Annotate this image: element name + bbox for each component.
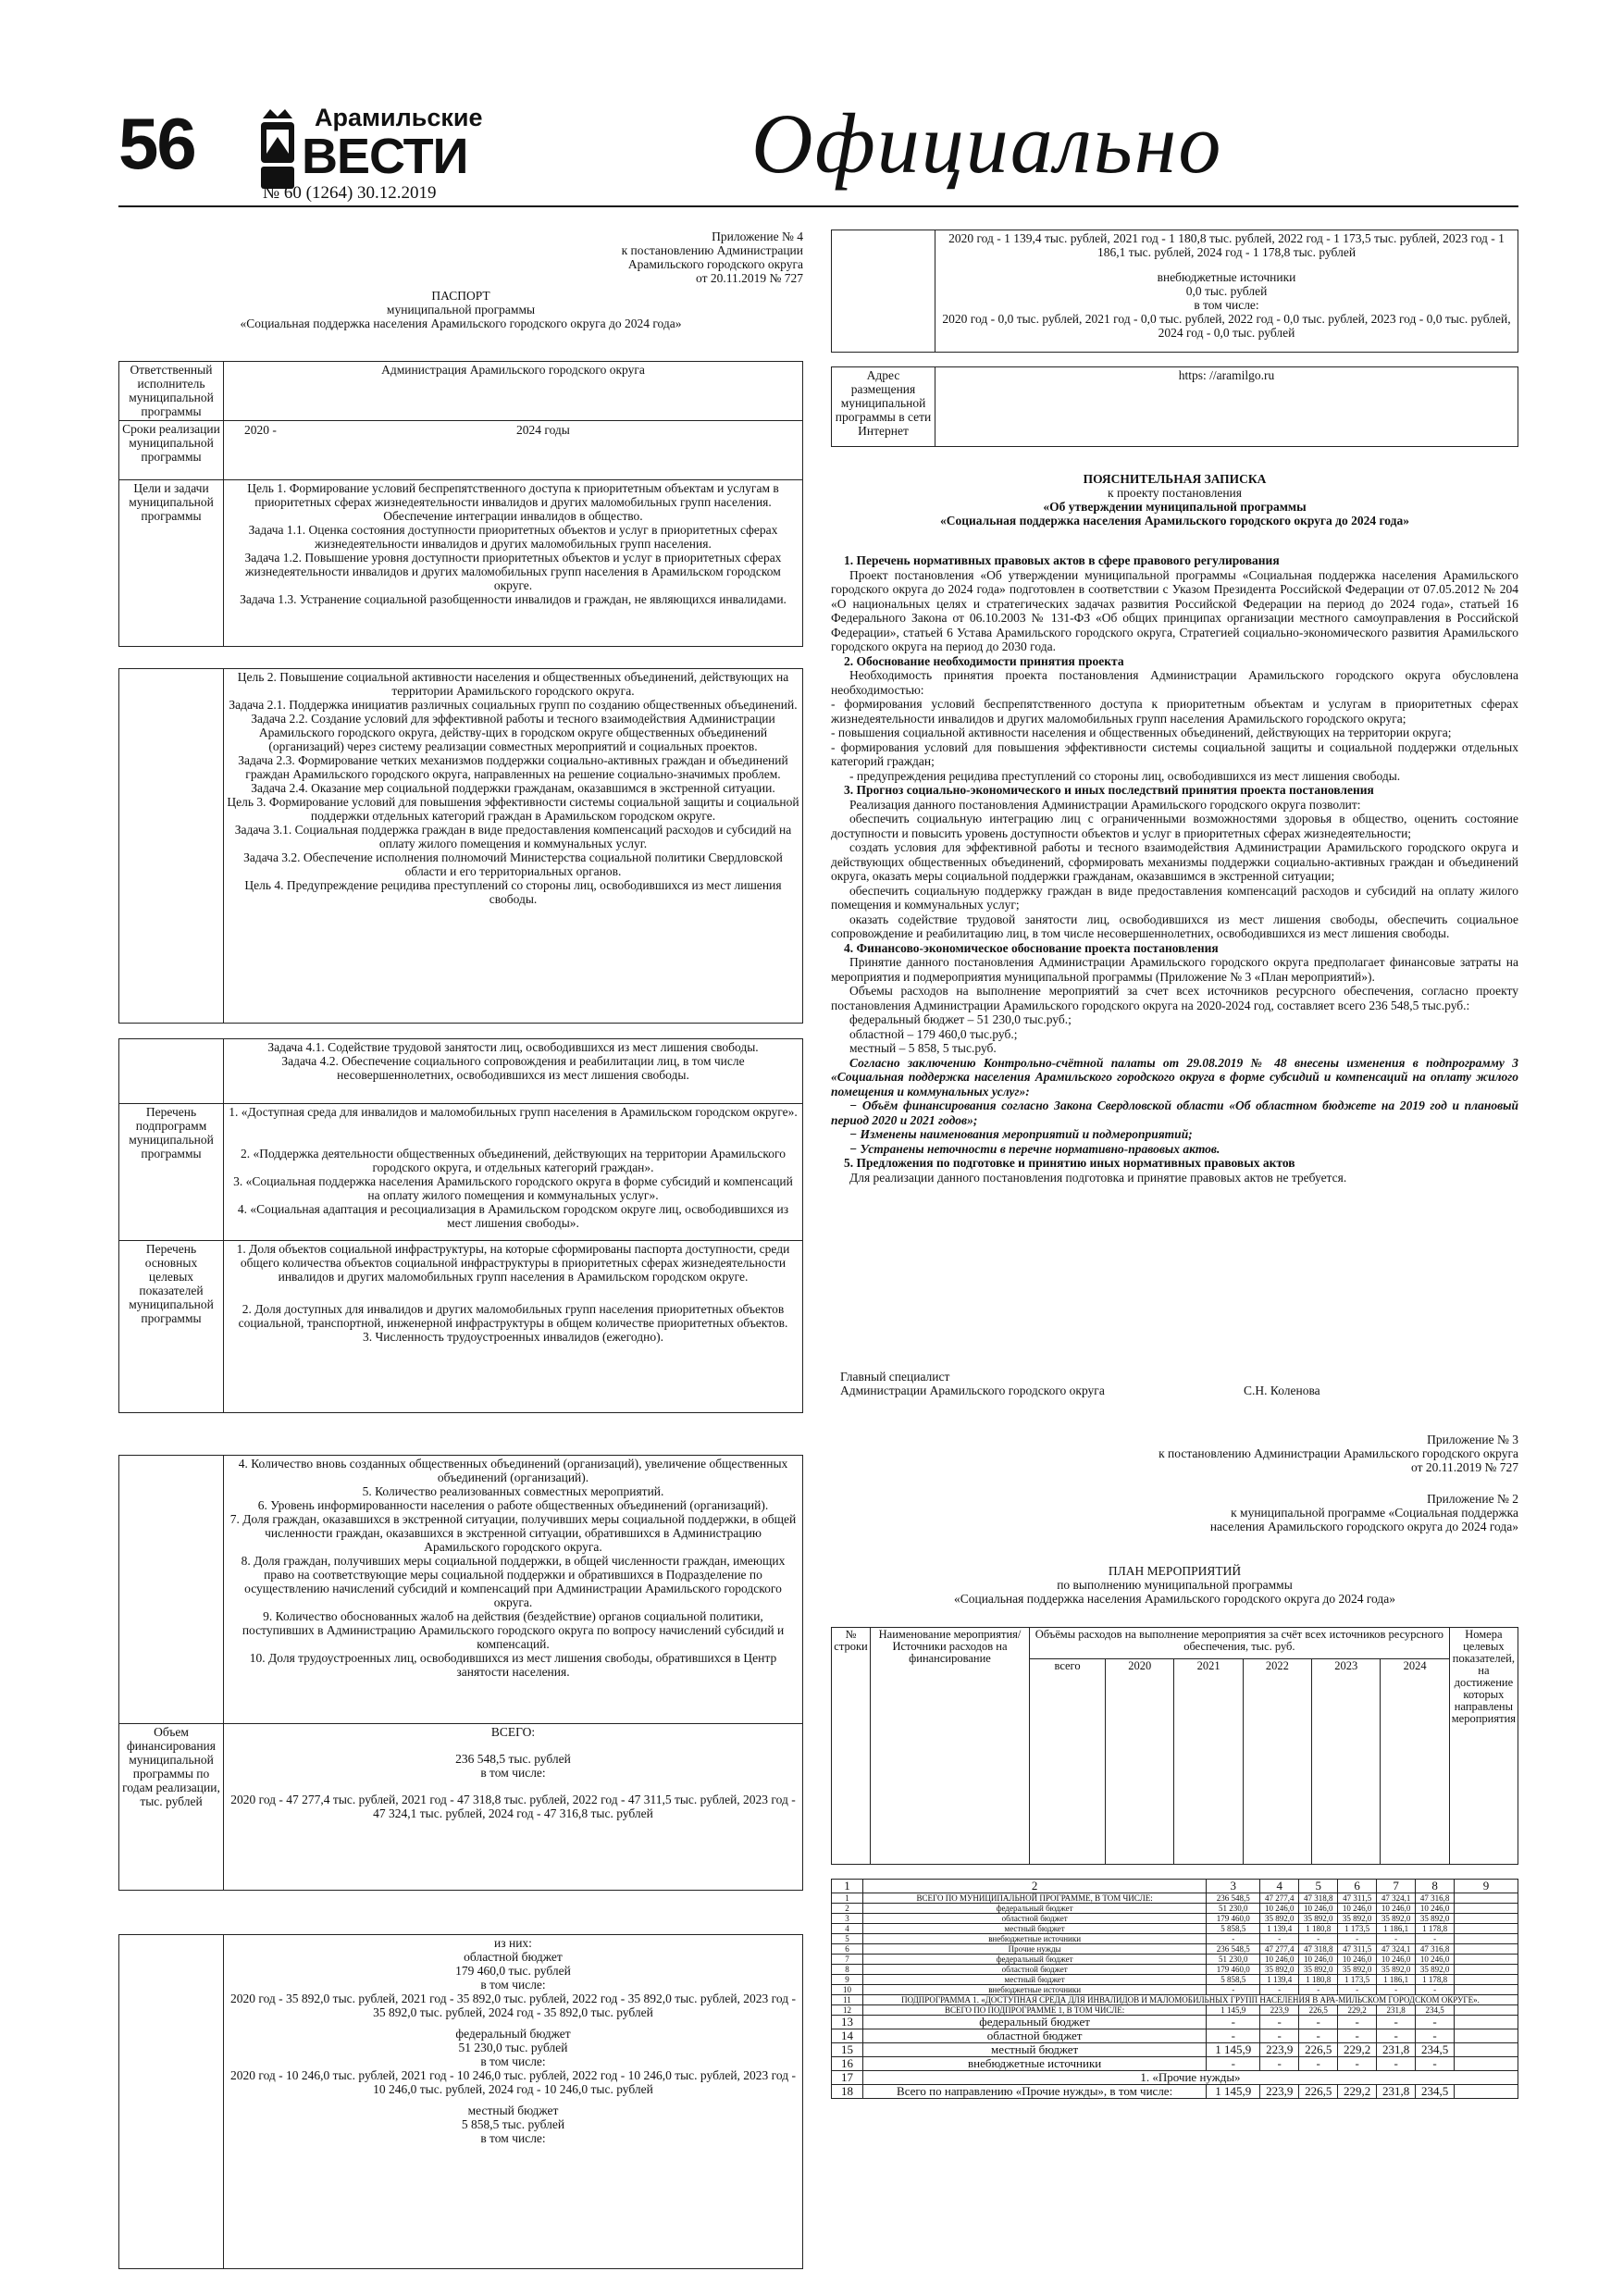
- table-cell: -: [1260, 2016, 1299, 2029]
- financing-label: Объем финансирования муниципальной программы по годам реализации, тыс. рублей: [119, 1724, 224, 1891]
- table-cell: 2: [832, 1904, 863, 1914]
- table-cell: 35 892,0: [1416, 1914, 1455, 1924]
- table-row: [832, 1904, 1518, 1914]
- table-cell: 13: [832, 2016, 863, 2029]
- table-row: [832, 1975, 1518, 1985]
- table-row: 11 ПОДПРОГРАММА 1. «ДОСТУПНАЯ СРЕДА ДЛЯ ИНВАЛИДОВ И МАЛОМОБИЛЬНЫХ ГРУПП НАСЕЛЕНИЯ В АРА-МИЛЬСКОМ ГОРОДСКОМ ОКРУГЕ».: [832, 1995, 1518, 2005]
- table-cell: [1455, 1934, 1518, 1944]
- note-paragraph: - повышения социальной активности населения и общественных объединений, действующих на территории округа;: [831, 726, 1452, 739]
- table-cell: 231,8: [1377, 2085, 1416, 2099]
- table-cell: 10: [832, 1985, 863, 1995]
- table-cell: 5: [1299, 1880, 1338, 1893]
- table-cell: [1455, 1924, 1518, 1934]
- table-cell: -: [1299, 1985, 1338, 1995]
- table-cell: 6: [832, 1944, 863, 1955]
- note-paragraph: − Объём финансирования согласно Закона Свердловской области «Об областном бюджете на 2019 год и плановый период 2020 и 2021 годов»;: [831, 1098, 1518, 1127]
- table-cell: 8: [1416, 1880, 1455, 1893]
- appendix-4-caption: Приложение № 4 к постановлению Администрации Арамильского городского округа от 20.11.2019 № 727: [621, 230, 803, 285]
- table-cell: 15: [832, 2043, 863, 2057]
- table-cell: -: [1207, 1934, 1260, 1944]
- appendix-3-caption: Приложение № 3 к постановлению Администрации Арамильского городского округа от 20.11.2019 № 727: [1158, 1433, 1518, 1474]
- note-paragraph: 2. Обоснование необходимости принятия проекта: [844, 653, 1124, 668]
- table-cell: -: [1207, 2057, 1260, 2071]
- table-cell: 223,9: [1260, 2043, 1299, 2057]
- table-cell: 5 858,5: [1207, 1924, 1260, 1934]
- table-cell: -: [1338, 2057, 1377, 2071]
- table-cell: 1 145,9: [1207, 2043, 1260, 2057]
- table-cell: 234,5: [1416, 2043, 1455, 2057]
- table-cell: 3: [832, 1914, 863, 1924]
- table-cell: -: [1416, 1934, 1455, 1944]
- table-cell: 18: [832, 2085, 863, 2099]
- table-cell: -: [1260, 1985, 1299, 1995]
- table-row: [832, 1914, 1518, 1924]
- issue-number: № 60 (1264) 30.12.2019: [263, 183, 437, 203]
- table-cell: 229,2: [1338, 2005, 1377, 2016]
- table-cell: 4: [1260, 1880, 1299, 1893]
- table-cell: -: [1377, 1985, 1416, 1995]
- address-table: [831, 366, 1518, 447]
- table-cell: областной бюджет: [862, 1965, 1206, 1975]
- signature-role: Главный специалист Администрации Арамильского городского округа: [840, 1370, 1105, 1397]
- table-cell: 234,5: [1416, 2005, 1455, 2016]
- table-cell: -: [1377, 2029, 1416, 2043]
- table-cell: 47 316,8: [1416, 1944, 1455, 1955]
- responsible-label: Ответственный исполнитель муниципальной программы: [119, 362, 224, 421]
- table-row: [832, 2029, 1518, 2043]
- table-cell: 4: [832, 1924, 863, 1934]
- table-row: [832, 2085, 1518, 2099]
- logo-top-text: Арамильские: [315, 104, 483, 131]
- table-cell: 35 892,0: [1338, 1914, 1377, 1924]
- table-cell: 1 145,9: [1207, 2085, 1260, 2099]
- passport-table-5: из них: областной бюджет 179 460,0 тыс. рублей в том числе: 2020 год - 35 892,0 тыс. рублей, 2021 год - 35 892,0 тыс. рублей, 2022 год - 35 892,0 тыс. рублей, 2023 год - 35 892,0 тыс. рублей, 2024 год - 35 892,0 тыс. рублей федеральный бюджет 51 230,0 тыс. рублей в том числе: 2020 год - 10 246,0 тыс. рублей, 2021 год - 10 246,0 тыс. рублей, 2022 год - 10 246,0 тыс. рублей, 2023 год - 10 246,0 тыс. рублей, 2024 год - 10 246,0 тыс. рублей местный бюджет 5 858,5 тыс. рублей в том числе:: [118, 1934, 803, 2269]
- table-cell: 35 892,0: [1299, 1914, 1338, 1924]
- table-cell: 35 892,0: [1260, 1965, 1299, 1975]
- financing-continuation-table: 2020 год - 1 139,4 тыс. рублей, 2021 год - 1 180,8 тыс. рублей, 2022 год - 1 173,5 тыс. рублей, 2023 год - 1 186,1 тыс. рублей, 2024 год - 1 178,8 тыс. рублей внебюджетные источники 0,0 тыс. рублей в том числе: 2020 год - 0,0 тыс. рублей, 2021 год - 0,0 тыс. рублей, 2022 год - 0,0 тыс. рублей, 2023 год - 0,0 тыс. рублей, 2024 год - 0,0 тыс. рублей: [831, 230, 1518, 353]
- table-cell: 51 230,0: [1207, 1904, 1260, 1914]
- table-cell: 231,8: [1377, 2005, 1416, 2016]
- table-cell: [1455, 1904, 1518, 1914]
- indicators-label: Перечень основных целевых показателей муниципальной программы: [119, 1241, 224, 1413]
- table-row: [832, 1934, 1518, 1944]
- passport-table-3: Задача 4.1. Содействие трудовой занятости лиц, освободившихся из мест лишения свободы. Задача 4.2. Обеспечение социального сопровождения и реабилитации лиц, в том числе несовершеннолетних, освободившихся из мест лишения свободы. Перечень подпрограмм муниципальной программы 1. «Доступная среда для инвалидов и маломобильных групп населения в Арамильском городском округе». 2. «Поддержка деятельности общественных объединений, действующих на территории Арамильского городского округа, и отдельных категорий граждан». 3. «Социальная поддержка населения Арамильского городского округа в форме субсидий и компенсаций на оплату жилого помещения и коммунальных услуг». 4. «Социальная адаптация и ресоциализация в Арамильском городском округе лиц, освободившихся из мест лишения свободы». Перечень основных целевых показателей муниципальной программы 1. Доля объектов социальной инфраструктуры, на которые сформированы паспорта доступности, среди общего количества объектов социальной инфраструктуры в приоритетных сферах жизнедеятельности инвалидов и других маломобильных групп населения в Арамильском городском округе. 2. Доля доступных для инвалидов и других маломобильных групп населения приоритетных объектов социальной, транспортной, инженерной инфраструктуры в общем количестве приоритетных объектов. 3. Численность трудоустроенных инвалидов (ежегодно).: [118, 1038, 803, 1413]
- table-cell: 14: [832, 2029, 863, 2043]
- table-cell: -: [1299, 2016, 1338, 2029]
- plan-title: ПЛАН МЕРОПРИЯТИЙ по выполнению муниципальной программы «Социальная поддержка населения Арамильского городского округа до 2024 года»: [953, 1564, 1396, 1606]
- table-cell: 10 246,0: [1377, 1904, 1416, 1914]
- section-title: Официально: [751, 96, 1223, 191]
- logo-main-text: ВЕСТИ: [302, 129, 468, 184]
- note-paragraph: оказать содействие трудовой занятости лиц, освободившихся из мест лишения свободы, обеспечить социальное сопровождение и реабилитацию лиц, в том числе несовершеннолетних, освободившихся из мест лишения свободы.: [831, 912, 1518, 940]
- table-cell: федеральный бюджет: [862, 2016, 1206, 2029]
- note-paragraph: 3. Прогноз социально-экономического и иных последствий принятия проекта постановления: [844, 783, 1374, 797]
- passport-table-1: [118, 361, 803, 647]
- note-paragraph: Для реализации данного постановления подготовка и принятие правовых актов не требуется.: [849, 1170, 1347, 1185]
- table-cell: ВСЕГО ПО ПОДПРОГРАММЕ 1, В ТОМ ЧИСЛЕ:: [862, 2005, 1206, 2016]
- table-row: [832, 2016, 1518, 2029]
- subprograms-label: Перечень подпрограмм муниципальной программы: [119, 1104, 224, 1241]
- table-cell: 5 858,5: [1207, 1975, 1260, 1985]
- table-cell: 12: [832, 2005, 863, 2016]
- table-cell: -: [1207, 2029, 1260, 2043]
- table-cell: 1 180,8: [1299, 1975, 1338, 1985]
- table-cell: 10 246,0: [1338, 1955, 1377, 1965]
- table-cell: 1 178,8: [1416, 1924, 1455, 1934]
- table-cell: 3: [1207, 1880, 1260, 1893]
- table-cell: 35 892,0: [1260, 1914, 1299, 1924]
- plan-body-table: [831, 1879, 1518, 2099]
- note-title: ПОЯСНИТЕЛЬНАЯ ЗАПИСКА к проекту постановления «Об утверждении муниципальной программы «Социальная поддержка населения Арамильского городского округа до 2024 года»: [940, 472, 1409, 527]
- table-cell: 10 246,0: [1299, 1904, 1338, 1914]
- table-cell: 1 139,4: [1260, 1975, 1299, 1985]
- note-paragraph: Проект постановления «Об утверждении муниципальной программы «Социальная поддержка населения Арамильского городского округа до 2024 года» подготовлен в соответствии с Указом Президента Российской Федерации от 07.05.2012 № 204 «О национальных целях и стратегических задачах развития Российской Федерации на период до 2024 года», статьей 16 Федерального Закона от 06.10.2003 № 131-ФЗ «Об общих принципах организации местного самоуправления в Российской Федерации», статьей 6 Устава Арамильского городского округа, Стратегией социально-экономического развития Арамильского городского округа на период до 2030 года.: [831, 567, 1518, 653]
- table-cell: [1455, 2005, 1518, 2016]
- table-cell: 10 246,0: [1416, 1955, 1455, 1965]
- coat-of-arms-icon: [257, 102, 298, 192]
- table-cell: [1455, 1975, 1518, 1985]
- table-row: [832, 2043, 1518, 2057]
- table-cell: 229,2: [1338, 2043, 1377, 2057]
- table-cell: [1455, 1985, 1518, 1995]
- table-cell: 47 318,8: [1299, 1944, 1338, 1955]
- table-cell: 51 230,0: [1207, 1955, 1260, 1965]
- table-row: [832, 1985, 1518, 1995]
- note-paragraph: Согласно заключению Контрольно-счётной палаты от 29.08.2019 № 48 внесены изменения в подпрограмму 3 «Социальная поддержка населения Арамильского городского округа в форме субсидий и компенсаций на оплату жилого помещения и коммунальных услуг»:: [831, 1055, 1518, 1098]
- table-cell: 10 246,0: [1299, 1955, 1338, 1965]
- table-cell: [1455, 2043, 1518, 2057]
- note-paragraph: 4. Финансово-экономическое обоснование проекта постановления: [844, 940, 1219, 955]
- table-cell: -: [1416, 1985, 1455, 1995]
- table-cell: 47 311,5: [1338, 1893, 1377, 1904]
- period-to: 2024 годы: [516, 423, 570, 437]
- table-cell: 47 318,8: [1299, 1893, 1338, 1904]
- period-label: Сроки реализации муниципальной программы: [119, 421, 224, 480]
- table-cell: 47 277,4: [1260, 1944, 1299, 1955]
- table-cell: 236 548,5: [1207, 1893, 1260, 1904]
- table-cell: -: [1416, 2029, 1455, 2043]
- signature-name: С.Н. Коленова: [1244, 1384, 1320, 1397]
- table-cell: местный бюджет: [862, 2043, 1206, 2057]
- table-cell: -: [1416, 2057, 1455, 2071]
- table-cell: -: [1338, 1985, 1377, 1995]
- table-cell: -: [1338, 2029, 1377, 2043]
- passport-title: ПАСПОРТ муниципальной программы «Социальная поддержка населения Арамильского городского округа до 2024 года»: [240, 289, 682, 330]
- table-cell: 1 186,1: [1377, 1924, 1416, 1934]
- table-cell: 10 246,0: [1260, 1904, 1299, 1914]
- table-cell: 35 892,0: [1377, 1965, 1416, 1975]
- table-cell: 47 324,1: [1377, 1893, 1416, 1904]
- subprograms-value: 1. «Доступная среда для инвалидов и маломобильных групп населения в Арамильском городском округе». 2. «Поддержка деятельности общественных объединений, действующих на территории Арамильского городского округа, и отдельных категорий граждан». 3. «Социальная поддержка населения Арамильского городского округа в форме субсидий и компенсаций на оплату жилого помещения и коммунальных услуг». 4. «Социальная адаптация и ресоциализация в Арамильском городском округе лиц, освободившихся из мест лишения свободы».: [224, 1104, 803, 1241]
- note-paragraph: - формирования условий беспрепятственного доступа к приоритетным объектам и услугам в приоритетных сферах жизнедеятельности инвалидов и других маломобильных групп населения Арамильского городского округа;: [831, 697, 1518, 726]
- table-cell: -: [1299, 2057, 1338, 2071]
- note-paragraph: - формирования условий для повышения эффективности системы социальной защиты и социальной поддержки отдельных категорий граждан;: [831, 739, 1518, 768]
- appendix-2-caption: Приложение № 2 к муниципальной программе «Социальная поддержка населения Арамильского городского округа до 2024 года»: [1209, 1492, 1518, 1533]
- table-cell: областной бюджет: [862, 1914, 1206, 1924]
- table-cell: 179 460,0: [1207, 1914, 1260, 1924]
- table-cell: [1455, 2029, 1518, 2043]
- table-cell: 10 246,0: [1416, 1904, 1455, 1914]
- table-row: [832, 2005, 1518, 2016]
- table-cell: внебюджетные источники: [862, 2057, 1206, 2071]
- table-cell: 5: [832, 1934, 863, 1944]
- table-cell: Всего по направлению «Прочие нужды», в том числе:: [862, 2085, 1206, 2099]
- table-cell: 1 173,5: [1338, 1924, 1377, 1934]
- goals-value: Цель 1. Формирование условий беспрепятственного доступа к приоритетным объектам и услугам в приоритетных сферах жизнедеятельности инвалидов и других маломобильных групп населения. Обеспечение интеграции инвалидов в общество. Задача 1.1. Оценка состояния доступности приоритетных объектов и услуг в приоритетных сферах жизнедеятельности инвалидов и других маломобильных групп населения. Задача 1.2. Повышение уровня доступности приоритетных объектов и услуг в приоритетных сферах жизнедеятельности инвалидов и других маломобильных групп населения в Арамильском городском округе. Задача 1.3. Устранение социальной разобщенности инвалидов и граждан, не являющихся инвалидами.: [224, 480, 803, 647]
- note-paragraph: Необходимость принятия проекта постановления Администрации Арамильского городского округа обусловлена необходимостью:: [831, 668, 1518, 697]
- table-cell: 35 892,0: [1377, 1914, 1416, 1924]
- table-cell: 47 316,8: [1416, 1893, 1455, 1904]
- table-cell: 1: [832, 1880, 863, 1893]
- table-cell: 1 180,8: [1299, 1924, 1338, 1934]
- table-row: [832, 1893, 1518, 1904]
- goals-label: Цели и задачи муниципальной программы: [119, 480, 224, 647]
- table-cell: 223,9: [1260, 2085, 1299, 2099]
- table-cell: [1455, 1914, 1518, 1924]
- table-cell: 16: [832, 2057, 863, 2071]
- table-cell: внебюджетные источники: [862, 1985, 1206, 1995]
- table-cell: 35 892,0: [1416, 1965, 1455, 1975]
- note-paragraph: областной – 179 460,0 тыс.руб.;: [849, 1026, 1018, 1041]
- plan-header-table: № строки Наименование мероприятия/Источники расходов на финансирование Объёмы расходов на выполнение мероприятия за счёт всех источников ресурсного обеспечения, тыс. руб. Номера целевых показателей, на достижение которых направлены мероприятия всего 2020 2021 2022 2023 2024: [831, 1627, 1518, 1865]
- note-paragraph: создать условия для эффективной работы и тесного взаимодействия Администрации Арамильского городского округа и действующих общественных объединений, сформировать механизмы поддержки социально-активных граждан и объединений округа, оказать меры социальной поддержки гражданам, оказавшимся в экстренной ситуации;: [831, 840, 1518, 883]
- table-cell: местный бюджет: [862, 1924, 1206, 1934]
- address-label: Адрес размещения муниципальной программы в сети Интернет: [832, 367, 935, 447]
- table-cell: 8: [832, 1965, 863, 1975]
- table-cell: федеральный бюджет: [862, 1955, 1206, 1965]
- table-cell: 226,5: [1299, 2085, 1338, 2099]
- note-paragraph: - предупреждения рецидива преступлений со стороны лиц, освободившихся из мест лишения свободы.: [849, 768, 1401, 783]
- table-cell: 1 186,1: [1377, 1975, 1416, 1985]
- table-cell: [1455, 2057, 1518, 2071]
- table-cell: 236 548,5: [1207, 1944, 1260, 1955]
- table-cell: 10 246,0: [1377, 1955, 1416, 1965]
- table-cell: 1 139,4: [1260, 1924, 1299, 1934]
- table-cell: [1455, 2016, 1518, 2029]
- indicators-value: 1. Доля объектов социальной инфраструктуры, на которые сформированы паспорта доступности, среди общего количества объектов социальной инфраструктуры в приоритетных сферах жизнедеятельности инвалидов и других маломобильных групп населения в Арамильском городском округе. 2. Доля доступных для инвалидов и других маломобильных групп населения приоритетных объектов социальной, транспортной, инженерной инфраструктуры в общем количестве приоритетных объектов. 3. Численность трудоустроенных инвалидов (ежегодно).: [224, 1241, 803, 1413]
- table-cell: 226,5: [1299, 2043, 1338, 2057]
- table-cell: 1 178,8: [1416, 1975, 1455, 1985]
- goals-value-cont: Цель 2. Повышение социальной активности населения и общественных объединений, действующих на территории Арамильского городского округа. Задача 2.1. Поддержка инициатив различных социальных групп по созданию общественных объединений. Задача 2.2. Создание условий для эффективной работы и тесного взаимодействия Администрации Арамильского городского округа, действу-щих в городском округе общественных объединений (организаций) через систему реализации совместных мероприятий и социальных проектов. Задача 2.3. Формирование четких механизмов поддержки социально-активных граждан и объединений граждан Арамильского городского округа, направленных на решение социально-значимых проблем. Задача 2.4. Оказание мер социальной поддержки гражданам, оказавшимся в экстренной ситуации. Цель 3. Формирование условий для повышения эффективности системы социальной защиты и социальной поддержки отдельных категорий граждан в Арамильском городском округе. Задача 3.1. Социальная поддержка граждан в виде предоставления компенсаций расходов и субсидий на оплату жилого помещения и коммунальных услуг. Задача 3.2. Обеспечение исполнения полномочий Министерства социальной политики Свердловской области и его территориальных органов. Цель 4. Предупреждение рецидива преступлений со стороны лиц, освободившихся из мест лишения свободы.: [224, 669, 803, 1024]
- table-cell: 229,2: [1338, 2085, 1377, 2099]
- passport-table-2: [118, 668, 803, 1024]
- table-cell: 2: [862, 1880, 1206, 1893]
- table-cell: 1 145,9: [1207, 2005, 1260, 2016]
- table-cell: [1455, 1955, 1518, 1965]
- note-paragraph: − Устранены неточности в перечне нормативно-правовых актов.: [849, 1141, 1220, 1156]
- table-cell: -: [1338, 2016, 1377, 2029]
- address-value: https: //aramilgo.ru: [935, 367, 1518, 447]
- table-cell: 6: [1338, 1880, 1377, 1893]
- table-cell: 9: [832, 1975, 863, 1985]
- table-cell: -: [1299, 2029, 1338, 2043]
- table-cell: -: [1338, 1934, 1377, 1944]
- table-row: [832, 1924, 1518, 1934]
- header-rule: [118, 205, 1518, 207]
- table-cell: -: [1260, 2029, 1299, 2043]
- table-cell: местный бюджет: [862, 1975, 1206, 1985]
- table-cell: 35 892,0: [1299, 1965, 1338, 1975]
- goals-label-cont: [119, 669, 224, 1024]
- period-from: 2020 -: [244, 423, 277, 437]
- table-cell: 1: [832, 1893, 863, 1904]
- table-cell: 10 246,0: [1260, 1955, 1299, 1965]
- table-cell: Прочие нужды: [862, 1944, 1206, 1955]
- note-paragraph: Принятие данного постановления Администрации Арамильского городского округа предполагает финансовые затраты на мероприятия и подмероприятия муниципальной программы (Приложение № 3 «План мероприятий»).: [831, 955, 1518, 984]
- note-paragraph: 5. Предложения по подготовке и принятию иных нормативных правовых актов: [844, 1156, 1295, 1170]
- table-cell: 231,8: [1377, 2043, 1416, 2057]
- table-cell: -: [1377, 2016, 1416, 2029]
- note-paragraph: Реализация данного постановления Администрации Арамильского городского округа позволит:: [849, 797, 1361, 812]
- note-paragraph: местный – 5 858, 5 тыс.руб.: [849, 1041, 997, 1055]
- table-cell: [1455, 1965, 1518, 1975]
- table-row: [832, 1965, 1518, 1975]
- passport-table-4: 4. Количество вновь созданных общественных объединений (организаций), увеличение общественных объединений (организаций). 5. Количество реализованных совместных мероприятий. 6. Уровень информированности населения о работе общественных объединений (организаций). 7. Доля граждан, оказавшихся в экстренной ситуации, получивших меры социальной поддержки, в общей численности граждан, оказавшихся в экстренной ситуации, обратившихся в Администрацию Арамильского городского округа. 8. Доля граждан, получивших меры социальной поддержки, в общей численности граждан, имеющих право на соответствующие меры социальной поддержки и обратившихся в Подразделение по осуществлению начислений субсидий и компенсаций при Администрации Арамильского городского округа. 9. Количество обоснованных жалоб на действия (бездействие) органов социальной политики, поступивших в Администрацию Арамильского городского округа по вопросу начислений субсидий и компенсаций. 10. Доля трудоустроенных лиц, освободившихся из мест лишения свободы, обратившихся в Центр занятости населения. Объем финансирования муниципальной программы по годам реализации, тыс. рублей ВСЕГО: 236 548,5 тыс. рублей в том числе: 2020 год - 47 277,4 тыс. рублей, 2021 год - 47 318,8 тыс. рублей, 2022 год - 47 311,5 тыс. рублей, 2023 год - 47 324,1 тыс. рублей, 2024 год - 47 316,8 тыс. рублей: [118, 1455, 803, 1891]
- table-cell: -: [1207, 2016, 1260, 2029]
- responsible-value: Администрация Арамильского городского округа: [224, 362, 803, 421]
- table-cell: -: [1299, 1934, 1338, 1944]
- table-cell: -: [1377, 2057, 1416, 2071]
- table-cell: -: [1377, 1934, 1416, 1944]
- table-row: [832, 2057, 1518, 2071]
- table-cell: 223,9: [1260, 2005, 1299, 2016]
- table-cell: внебюджетные источники: [862, 1934, 1206, 1944]
- note-paragraph: обеспечить социальную поддержку граждан в виде предоставления компенсаций расходов и субсидий на оплату жилого помещения и коммунальных услуг;: [831, 883, 1518, 912]
- table-cell: 47 311,5: [1338, 1944, 1377, 1955]
- note-paragraph: Объемы расходов на выполнение мероприятий за счет всех источников ресурсного обеспечения, согласно проекту постановления Администрации Арамильского городского округа на 2020-2024 год, составляет всего 236 548,5 тыс.руб.:: [831, 984, 1518, 1012]
- table-row: [832, 1944, 1518, 1955]
- financing-value: ВСЕГО: 236 548,5 тыс. рублей в том числе: 2020 год - 47 277,4 тыс. рублей, 2021 год - 47 318,8 тыс. рублей, 2022 год - 47 311,5 тыс. рублей, 2023 год - 47 324,1 тыс. рублей, 2024 год - 47 316,8 тыс. рублей: [224, 1724, 803, 1891]
- note-paragraph: федеральный бюджет – 51 230,0 тыс.руб.;: [849, 1012, 1072, 1026]
- note-paragraph: обеспечить социальную интеграцию лиц с ограниченными возможностями здоровья в общество, оценить состояние доступности и повысить уровень доступности объектов и услуг в приоритетных сферах жизнедеятельности;: [831, 812, 1518, 840]
- table-cell: 47 324,1: [1377, 1944, 1416, 1955]
- table-cell: -: [1416, 2016, 1455, 2029]
- table-row: 17 1. «Прочие нужды»: [832, 2071, 1518, 2085]
- table-cell: областной бюджет: [862, 2029, 1206, 2043]
- table-cell: -: [1260, 2057, 1299, 2071]
- table-cell: 234,5: [1416, 2085, 1455, 2099]
- table-cell: -: [1207, 1985, 1260, 1995]
- table-cell: 1 173,5: [1338, 1975, 1377, 1985]
- table-cell: ВСЕГО ПО МУНИЦИПАЛЬНОЙ ПРОГРАММЕ, В ТОМ ЧИСЛЕ:: [862, 1893, 1206, 1904]
- table-row: [832, 1955, 1518, 1965]
- table-cell: 7: [832, 1955, 863, 1965]
- note-paragraph: − Изменены наименования мероприятий и подмероприятий;: [849, 1127, 1193, 1141]
- table-cell: [1455, 1893, 1518, 1904]
- page-number: 56: [118, 103, 195, 184]
- table-cell: 47 277,4: [1260, 1893, 1299, 1904]
- note-paragraph: 1. Перечень нормативных правовых актов в сфере правового регулирования: [844, 553, 1280, 567]
- table-cell: 9: [1455, 1880, 1518, 1893]
- table-cell: 226,5: [1299, 2005, 1338, 2016]
- table-cell: 179 460,0: [1207, 1965, 1260, 1975]
- table-row: [832, 1880, 1518, 1893]
- table-cell: 7: [1377, 1880, 1416, 1893]
- table-cell: [1455, 2085, 1518, 2099]
- explanatory-note-body: [831, 553, 1518, 1185]
- table-cell: [1455, 1944, 1518, 1955]
- table-cell: федеральный бюджет: [862, 1904, 1206, 1914]
- table-cell: -: [1260, 1934, 1299, 1944]
- table-cell: 35 892,0: [1338, 1965, 1377, 1975]
- table-cell: 10 246,0: [1338, 1904, 1377, 1914]
